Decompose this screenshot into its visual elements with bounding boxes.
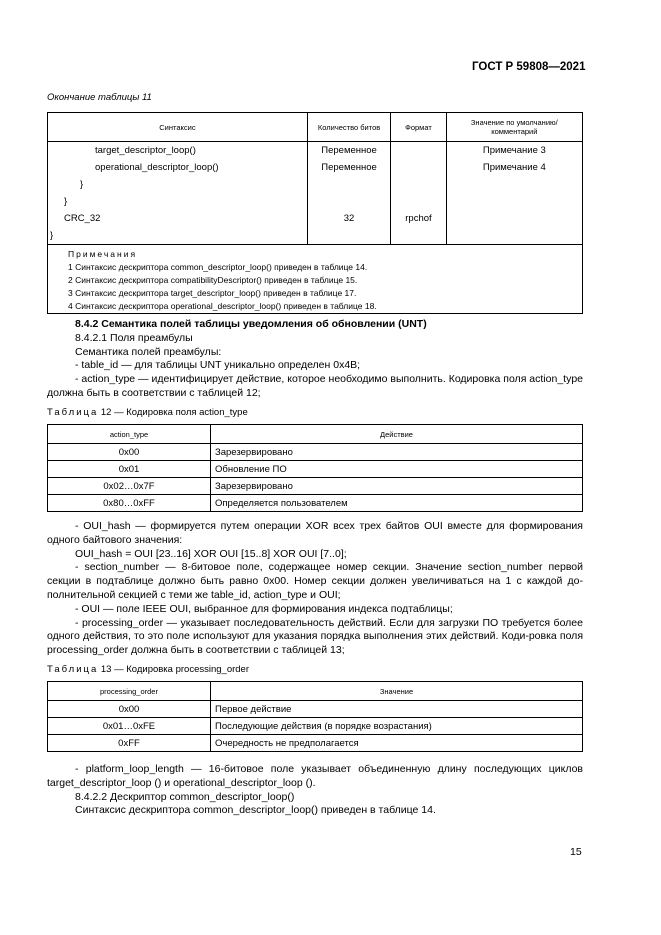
notes-row [48,245,583,314]
paragraph: - processing_order — указывает последовательность действий. Если для загрузки ПО требуется более одного действия, то это поле используют для указания порядка выполнения этих действий. Коди-ровка поля processing_order должна быть в соответствии с таблицей 13; [47,616,583,657]
note-item: 4 Синтаксис дескриптора operational_descriptor_loop() приведен в таблице 18. [68,301,377,311]
value-cell: Зарезервировано [211,478,583,495]
note-cell: Примечание 4 [446,159,582,176]
caption-text: 12 — Кодировка поля action_type [100,407,248,418]
format-cell: rpchof [391,210,446,227]
bits-cell: 32 [307,210,390,227]
subsection-heading: 8.4.2.1 Поля преамбулы [75,331,193,344]
note-cell [446,210,582,227]
code-cell: 0x00 [48,701,211,718]
value-cell: Первое действие [211,701,583,718]
caption-text: 13 — Кодировка processing_order [100,664,249,675]
code-cell: 0xFF [48,735,211,752]
note-cell [446,176,582,193]
note-item: 2 Синтаксис дескриптора compatibilityDescriptor() приведен в таблице 15. [68,275,358,285]
section-body-1 [47,318,583,401]
paragraph: - OUI — поле IEEE OUI, выбранное для формирования индекса подтаблицы; [75,602,453,615]
format-cell [391,193,446,210]
syntax-cell: target_descriptor_loop() [48,142,308,160]
column-header: Значение по умолчанию/ комментарий [446,113,582,142]
value-cell: Определяется пользователем [211,495,583,512]
value-cell: Зарезервировано [211,444,583,461]
note-item: 1 Синтаксис дескриптора common_descriptor_loop() приведен в таблице 14. [68,262,368,272]
section-body-3 [47,763,583,818]
table-row [48,735,583,752]
table-row [48,193,583,210]
note-cell [446,193,582,210]
bits-cell [307,227,390,245]
table-row [48,227,583,245]
note-item: 3 Синтаксис дескриптора target_descriptor_loop() приведен в таблице 17. [68,288,357,298]
code-cell: 0x02…0x7F [48,478,211,495]
paragraph: - section_number — 8-битовое поле, содержащее номер секции. Значение section_number первой секции в подтаблице должно быть равно 0x00. Номер секции должен увеличиваться на 1 с каждой до-полнительной секцией с теми же table_id, action_type и OUI; [47,561,583,601]
value-cell: Последующие действия (в порядке возрастания) [211,718,583,735]
syntax-cell: } [48,227,308,245]
paragraph: - action_type — идентифицирует действие, которое необходимо выполнить. Кодировка поля action_type должна быть в соответствии с таблицей 12; [47,373,583,399]
syntax-cell: CRC_32 [48,210,308,227]
column-header: processing_order [48,682,211,701]
column-header: Количество битов [307,113,390,142]
format-cell [391,159,446,176]
format-cell [391,142,446,160]
code-cell: 0x01 [48,461,211,478]
formula: OUI_hash = OUI [23..16] XOR OUI [15..8] XOR OUI [7..0]; [75,547,347,560]
column-header: Формат [391,113,446,142]
subsection-heading: 8.4.2.2 Дескриптор common_descriptor_loop() [75,790,295,803]
note-cell [446,227,582,245]
table-row [48,142,583,160]
bits-cell: Переменное [307,159,390,176]
notes-cell [48,245,583,314]
paragraph: Синтаксис дескриптора common_descriptor_loop() приведен в таблице 14. [75,804,436,817]
table-header-row [48,113,583,142]
code-cell: 0x01…0xFE [48,718,211,735]
column-header: Синтаксис [48,113,308,142]
caption-prefix: Таблица [47,664,99,675]
table-header-row [48,425,583,444]
syntax-cell: } [48,193,308,210]
table-13 [47,681,583,752]
table13-caption [47,664,249,675]
table11-caption: Окончание таблицы 11 [47,92,152,103]
caption-prefix: Таблица [47,407,99,418]
code-cell: 0x00 [48,444,211,461]
table12-caption [47,407,248,418]
page-number: 15 [570,846,582,858]
document-code: ГОСТ Р 59808—2021 [472,61,586,73]
table-row [48,176,583,193]
table-row [48,495,583,512]
note-cell: Примечание 3 [446,142,582,160]
table-11 [47,112,583,314]
paragraph: Семантика полей преамбулы: [75,345,222,358]
format-cell [391,176,446,193]
table-12 [47,424,583,512]
value-cell: Очередность не предполагается [211,735,583,752]
section-body-2 [47,520,583,658]
value-cell: Обновление ПО [211,461,583,478]
bits-cell [307,193,390,210]
paragraph: - platform_loop_length — 16-битовое поле указывает объединенную длину последующих циклов target_descriptor_loop () и operational_descriptor_loop (). [47,763,583,789]
table-row [48,444,583,461]
table-row [48,478,583,495]
column-header: Действие [211,425,583,444]
table-row [48,461,583,478]
syntax-cell: } [48,176,308,193]
paragraph: - table_id — для таблицы UNT уникально определен 0x4B; [75,359,361,372]
table-header-row [48,682,583,701]
table-row [48,701,583,718]
column-header: Значение [211,682,583,701]
table-row [48,159,583,176]
notes-title: Примечания [68,249,138,259]
table-row [48,718,583,735]
table-row [48,210,583,227]
code-cell: 0x80…0xFF [48,495,211,512]
column-header: action_type [48,425,211,444]
format-cell [391,227,446,245]
bits-cell [307,176,390,193]
syntax-cell: operational_descriptor_loop() [48,159,308,176]
bits-cell: Переменное [307,142,390,160]
section-heading: 8.4.2 Семантика полей таблицы уведомления об обновлении (UNT) [75,318,427,330]
paragraph: - OUI_hash — формируется путем операции XOR всех трех байтов OUI вместе для формирования одного байтового значения: [47,520,583,546]
